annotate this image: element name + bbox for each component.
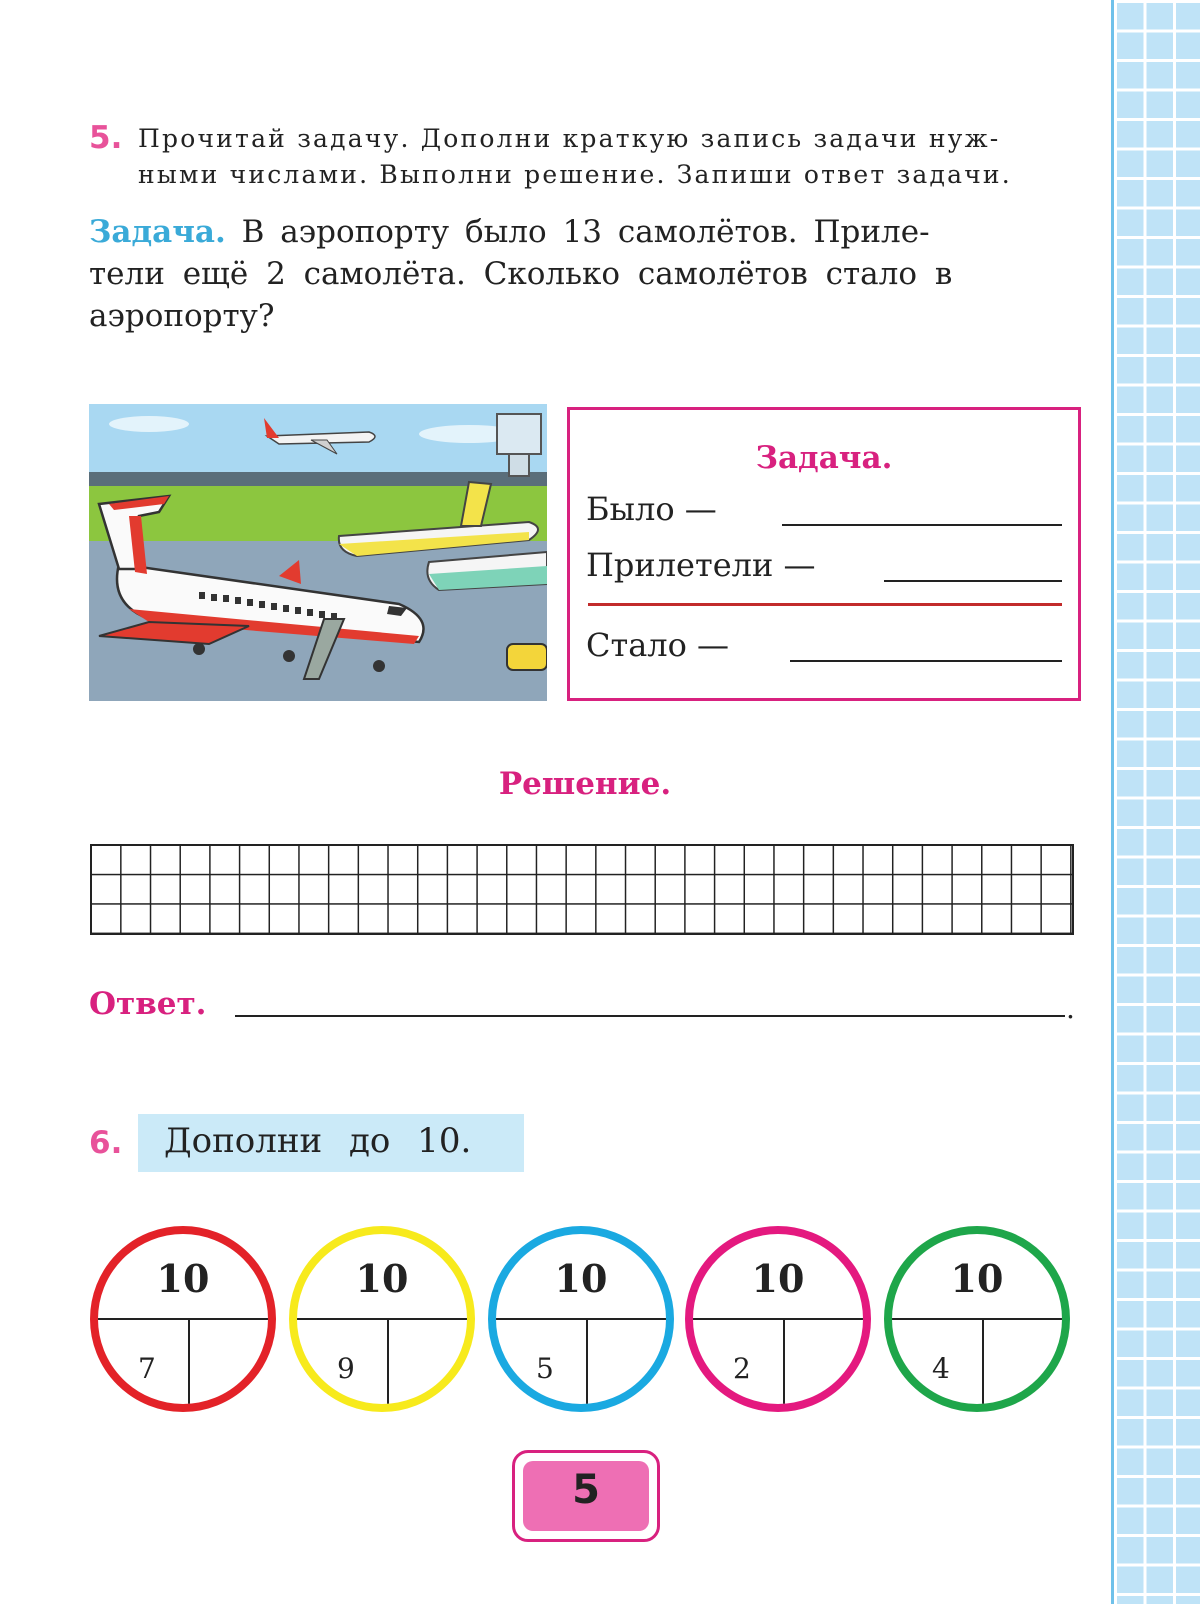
short-record-box	[567, 407, 1081, 701]
circle-part-blank[interactable]	[393, 1324, 473, 1412]
task-5-instruction-line-2: ными числами. Выполни решение. Запиши ответ задачи.	[138, 160, 1012, 189]
page-number: 5	[572, 1467, 600, 1513]
circle-part-known: 2	[733, 1352, 751, 1385]
circle-divider-v	[586, 1319, 588, 1404]
circle-divider-h	[892, 1318, 1062, 1320]
task-6-instruction-box	[138, 1114, 524, 1172]
circle-part-known: 9	[337, 1352, 355, 1385]
task-6-instruction: Дополни до 10.	[164, 1121, 472, 1161]
circle-part-known: 5	[536, 1352, 554, 1385]
answer-input-line[interactable]	[235, 1015, 1065, 1017]
circle-part-known: 7	[138, 1352, 156, 1385]
circle-total: 10	[554, 1256, 608, 1301]
record-title: Задача.	[755, 440, 893, 476]
circle-part-blank[interactable]	[789, 1324, 869, 1412]
circle-part-blank[interactable]	[592, 1324, 672, 1412]
task-5-number: 5.	[89, 120, 123, 156]
circle-part-blank[interactable]	[194, 1324, 274, 1412]
record-input-was[interactable]	[782, 524, 1062, 526]
answer-end-mark: .	[1066, 992, 1075, 1025]
solution-title: Решение.	[498, 766, 672, 802]
circle-divider-v	[188, 1319, 190, 1404]
circle-total: 10	[751, 1256, 805, 1301]
record-label-was: Было —	[586, 490, 717, 528]
circle-total: 10	[950, 1256, 1004, 1301]
page-number-fill	[523, 1461, 649, 1531]
record-divider	[588, 603, 1062, 606]
circle-total: 10	[156, 1256, 210, 1301]
page-number-badge	[512, 1450, 660, 1542]
circle-divider-h	[496, 1318, 666, 1320]
circle-divider-h	[297, 1318, 467, 1320]
airport-with-airplanes-image	[89, 404, 547, 701]
problem-line-2: тели ещё 2 самолёта. Сколько самолётов стало в	[89, 256, 953, 292]
record-label-became: Стало —	[586, 626, 730, 664]
task-6-number: 6.	[89, 1125, 123, 1161]
circle-part-known: 4	[932, 1352, 950, 1385]
circle-divider-v	[982, 1319, 984, 1404]
margin-grid-strip	[1111, 0, 1200, 1604]
circle-divider-v	[387, 1319, 389, 1404]
task-5-instruction-line-1: Прочитай задачу. Дополни краткую запись задачи нуж-	[138, 124, 1001, 153]
record-label-arrived: Прилетели —	[586, 546, 816, 584]
circle-divider-h	[693, 1318, 863, 1320]
circle-divider-v	[783, 1319, 785, 1404]
solution-grid[interactable]	[90, 844, 1072, 933]
circle-total: 10	[355, 1256, 409, 1301]
record-input-became[interactable]	[790, 660, 1062, 662]
circle-divider-h	[98, 1318, 268, 1320]
problem-label: Задача.	[89, 214, 226, 250]
record-input-arrived[interactable]	[884, 580, 1062, 582]
number-circle-5	[884, 1226, 1070, 1412]
circle-part-blank[interactable]	[988, 1324, 1068, 1412]
number-circle-1	[90, 1226, 276, 1412]
problem-text-1: В аэропорту было 13 самолётов. Приле-	[225, 214, 930, 250]
number-circle-4	[685, 1226, 871, 1412]
problem-line-3: аэропорту?	[89, 298, 275, 334]
answer-label: Ответ.	[89, 986, 207, 1022]
problem-line-1	[89, 214, 930, 250]
number-circle-3	[488, 1226, 674, 1412]
number-circle-2	[289, 1226, 475, 1412]
